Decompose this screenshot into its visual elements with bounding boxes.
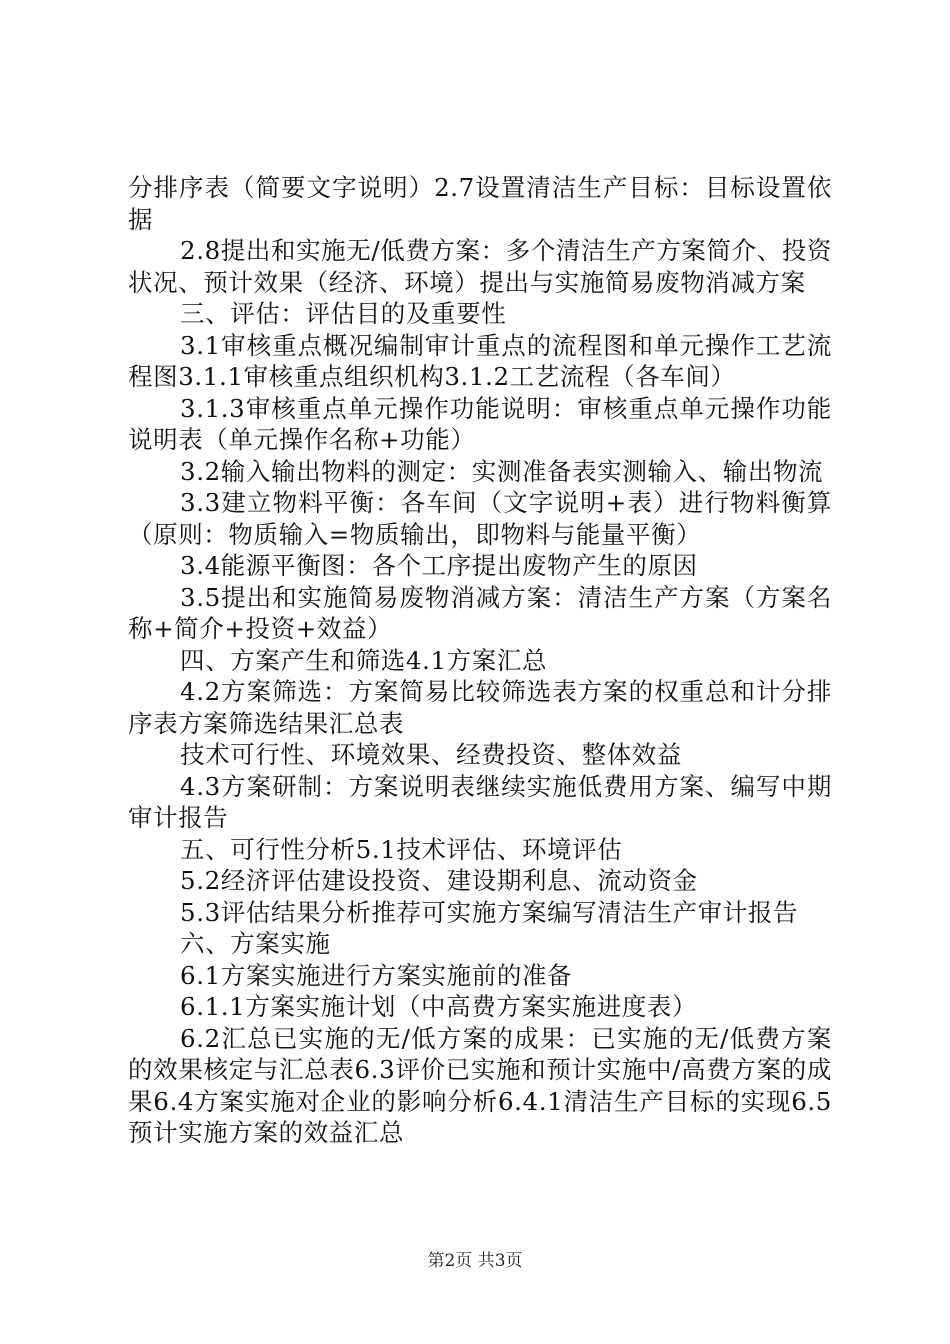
paragraph: 3.5提出和实施简易废物消减方案：清洁生产方案（方案名称+简介+投资+效益） [128,582,832,643]
paragraph: 5.3评估结果分析推荐可实施方案编写清洁生产审计报告 [180,897,799,927]
section-heading: 四、方案产生和筛选4.1方案汇总 [180,645,548,675]
paragraph: 3.1.3审核重点单元操作功能说明：审核重点单元操作功能说明表（单元操作名称+功能） [128,393,832,454]
paragraph: 3.3建立物料平衡：各车间（文字说明+表）进行物料衡算（原则：物质输入=物质输出，即物料与能量平衡） [128,488,832,549]
paragraph: 4.2方案筛选：方案简易比较筛选表方案的权重总和计分排序表方案筛选结果汇总表 [128,677,832,738]
page-footer: 第2页 共3页 [427,1251,523,1271]
paragraph: 技术可行性、环境效果、经费投资、整体效益 [180,740,682,769]
document-body [128,172,832,1149]
paragraph: 2.8提出和实施无/低费方案：多个清洁生产方案简介、投资状况、预计效果（经济、环境）提出与实施简易废物消减方案 [128,236,833,297]
section-heading: 三、评估：评估目的及重要性 [180,299,507,328]
section-heading: 五、可行性分析5.1技术评估、环境评估 [180,834,623,864]
paragraph: 分排序表（简要文字说明）2.7设置清洁生产目标：目标设置依据 [128,173,832,234]
paragraph: 4.3方案研制：方案说明表继续实施低费用方案、编写中期审计报告 [128,771,832,832]
paragraph: 3.2输入输出物料的测定：实测准备表实测输入、输出物流 [180,456,824,486]
paragraph: 5.2经济评估建设投资、建设期利息、流动资金 [180,866,698,895]
paragraph: 6.1方案实施进行方案实施前的准备 [180,960,573,990]
section-heading: 六、方案实施 [180,929,331,958]
paragraph: 3.1审核重点概况编制审计重点的流程图和单元操作工艺流程图3.1.1审核重点组织机构3.1.2工艺流程（各车间） [128,330,832,391]
paragraph: 6.1.1方案实施计划（中高费方案实施进度表） [180,992,698,1021]
paragraph: 6.2汇总已实施的无/低方案的成果：已实施的无/低费方案的效果核定与汇总表6.3评价已实施和预计实施中/高费方案的成果6.4方案实施对企业的影响分析6.4.1清洁生产目标的实现6.5预计实施方案的效益汇总 [128,1023,832,1147]
paragraph: 3.4能源平衡图：各个工序提出废物产生的原因 [180,551,698,580]
